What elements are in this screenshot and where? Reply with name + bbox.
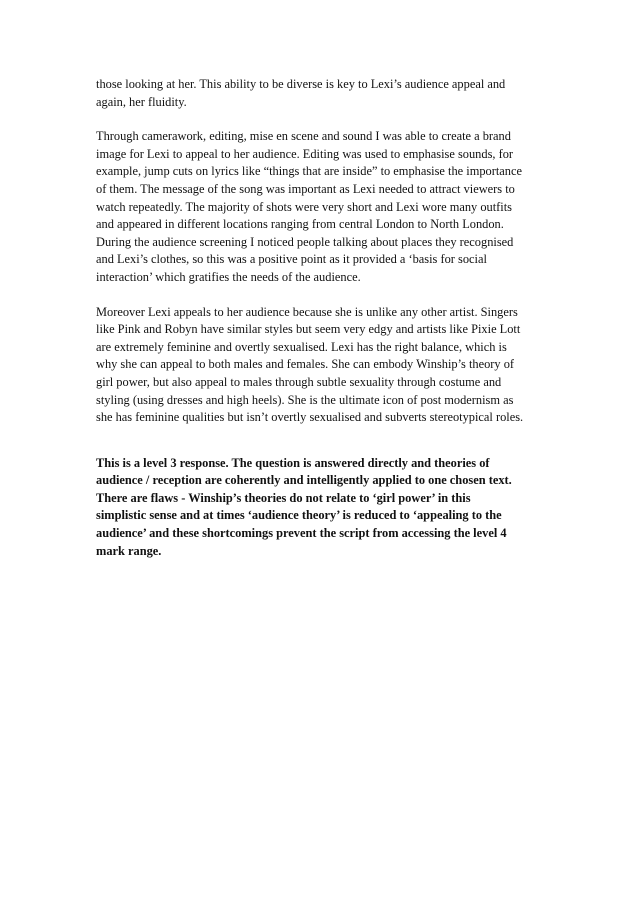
examiner-assessment: This is a level 3 response. The question is answered directly and theories of audience / reception are coherently and intelligently applied to one chosen text. There are flaws - Winship’s theories do not relate to ‘girl power’ in this simplistic sense and at times ‘audience theory’ is reduced to ‘appealing to the audience’ and these shortcomings prevent the script from accessing the level 4 mark range. [96, 455, 512, 558]
page-content [96, 76, 546, 577]
paragraph-continuation: those looking at her. This ability to be diverse is key to Lexi’s audience appeal and again, her fluidity. [96, 77, 506, 109]
paragraph-audience-appeal: Moreover Lexi appeals to her audience because she is unlike any other artist. Singers like Pink and Robyn have similar styles but seem very edgy and artists like Pixie Lott are extremely feminine and overtly sexualised. Lexi has the right balance, which is why she can appeal to both males and females. She can embody Winship’s theory of girl power, but also appeal to males through subtle sexuality through costume and styling (using dresses and high heels). She is the ultimate icon of post modernism as she has feminine qualities but isn’t overtly sexualised and subverts stereotypical roles. [96, 304, 524, 425]
paragraph-brand-image: Through camerawork, editing, mise en scene and sound I was able to create a brand image for Lexi to appeal to her audience. Editing was used to emphasise sounds, for example, jump cuts on lyrics like “things that are inside” to emphasise the importance of them. The message of the song was important as Lexi needed to attract viewers to watch repeatedly. The majority of shots were very short and Lexi wore many outfits and appeared in different locations ranging from central London to North London. During the audience screening I noticed people talking about places they recognised and Lexi’s clothes, so this was a positive point as it provided a ‘basis for social interaction’ which gratifies the needs of the audience. [96, 129, 522, 284]
